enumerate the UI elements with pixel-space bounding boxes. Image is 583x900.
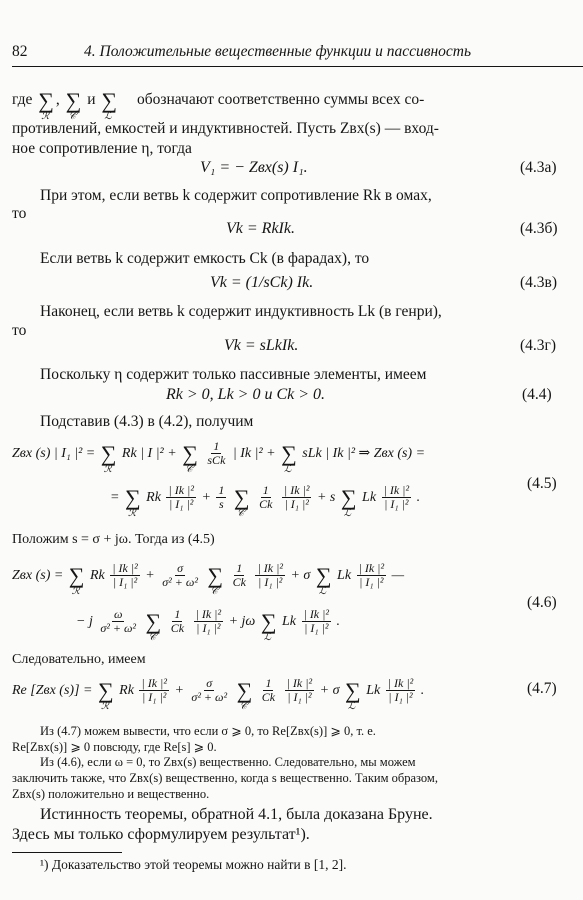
sum-subscript: 𝒞 [239,700,247,712]
fraction [231,562,248,589]
equation-number: (4.3б) [520,220,558,237]
sum-symbol: ∑ ℒ [340,484,357,519]
sum-subscript: ℛ [103,463,112,475]
math-term: + [201,489,211,505]
paragraph-8-line-1: Следовательно, имеем [12,652,146,667]
math-term: Lk [362,489,377,505]
sum-subscript: 𝒞 [148,631,156,643]
sum-symbol: ∑ ℛ [100,440,117,475]
equation-number: (4.3г) [520,337,557,354]
fraction [98,608,138,635]
denominator: | I₁ |² [196,621,221,636]
math-term: Rk [146,489,161,505]
sum-symbol: ∑ 𝒞 [145,608,162,643]
math-term: — [391,567,405,583]
denominator: s [219,497,224,512]
equation-number: (4.7) [527,680,557,697]
fraction [166,484,196,511]
numerator: 1 [262,483,269,497]
fraction [110,562,140,589]
math-term: − j [76,613,93,629]
page-number: 82 [12,43,28,60]
math-term: Rk [119,682,134,698]
math-term: Rk [89,567,105,583]
fraction [255,562,285,589]
sum-subscript: ℒ [284,463,292,475]
denominator: Ck [261,690,276,705]
text-fragment: где [12,91,33,108]
equation-4-4: Rk > 0, Lk > 0 и Ck > 0. [166,386,326,403]
numerator: | Ik |² [358,561,385,575]
fraction [382,484,412,511]
sum-subscript: ℒ [348,700,356,712]
math-term: + σ [319,682,340,698]
fraction [386,677,416,704]
math-term: Lk [366,682,381,698]
sum-subscript: ℛ [71,585,80,597]
math-term: + jω [228,613,256,629]
denominator: σ² + ω² [191,690,228,705]
equation-4-3b: Vk = RkIk. [226,220,295,237]
small-paragraph-2-line-3: Zвх(s) положительно и вещественно. [12,787,210,801]
numerator: | Ik |² [383,483,410,497]
denominator: sCk [207,453,226,468]
equation-4-3g: Vk = sLkIk. [224,337,299,354]
equation-4-5-line-1 [12,439,426,475]
numerator: 1 [265,676,272,690]
paragraph-9-line-1: Истинность теоремы, обратной 4.1, была доказана Бруне. [40,806,433,823]
header-rule [12,66,583,67]
sum-subscript: 𝒞 [210,585,218,597]
sum-subscript: 𝒞 [236,507,245,519]
text-fragment: обозначают соответственно суммы всех со- [136,91,425,108]
sum-subscript: 𝒞 [68,111,76,122]
fraction [205,440,227,467]
paragraph-5-line-1: Поскольку η содержит только пассивные элементы, имеем [40,366,427,383]
small-paragraph-2-line-1: Из (4.6), если ω = 0, то Zвх(s) вещественно. Следовательно, мы можем [40,755,416,769]
small-paragraph-1-line-1: Из (4.7) можем вывести, что если σ ⩾ 0, то Re[Zвх(s)] ⩾ 0, т. е. [40,724,376,738]
denominator: | I₁ |² [284,497,309,512]
numerator: 1 [218,483,225,497]
paragraph-1-line-3: ное сопротивление η, тогда [12,140,192,157]
fraction [216,484,226,511]
math-term: Zвх (s) | I₁ |² = [12,445,96,461]
numerator: | Ik |² [283,483,310,497]
math-term: . [336,613,341,629]
math-term: + σ [290,567,311,583]
paragraph-7-line-1: Положим s = σ + jω. Тогда из (4.5) [12,532,215,547]
footnote: ¹) Доказательство этой теоремы можно найти в [1, 2]. [40,857,347,872]
denominator: | I₁ |² [388,690,413,705]
denominator: | I₁ |² [168,497,194,512]
fraction [302,608,332,635]
numerator: | Ik |² [168,483,194,497]
equation-number: (4.3в) [520,274,558,291]
sum-symbol: ∑ ℛ [68,562,85,597]
fraction [139,677,169,704]
sum-symbol: ∑ 𝒞 [233,484,250,519]
fraction [357,562,387,589]
paragraph-2-line-2: то [12,205,27,222]
sum-symbol: ∑ ℛ [97,677,114,712]
denominator: | I₁ |² [304,621,329,636]
fraction [189,677,229,704]
fraction [160,562,200,589]
sum-subscript: ℛ [41,111,50,122]
paragraph-1-line-1: где ∑ ℛ , ∑ 𝒞 и ∑ ℒ обозначают соответственно суммы всех со- [12,88,425,122]
sum-subscript: ℛ [100,700,109,712]
text-fragment: и [87,91,96,108]
sum-symbol-c: ∑ 𝒞 [65,88,82,122]
math-term: . [420,682,425,698]
math-term: + s [316,489,336,505]
equation-4-3v: Vk = (1/sCk) Ik. [210,274,314,291]
sum-symbol-r: ∑ ℛ [38,88,54,122]
small-paragraph-2-line-2: заключить также, что Zвх(s) вещественно, когда s вещественно. Таким образом, [12,771,438,785]
sum-symbol-l: ∑ ℒ [101,88,118,122]
math-term: sLk | Ik |² ⇒ Zвх (s) = [302,445,426,461]
math-term: Lk [337,567,352,583]
running-header: 4. Положительные вещественные функции и пассивность [84,43,472,60]
math-term: . [416,489,421,505]
paragraph-4-line-1: Наконец, если ветвь k содержит индуктивность Lk (в генри), [40,303,442,320]
paragraph-2-line-1: При этом, если ветвь k содержит сопротивление Rk в омах, [40,187,432,204]
equation-4-7 [12,676,425,712]
numerator: | Ik |² [141,676,167,690]
equation-4-5-line-2 [110,483,421,519]
sum-symbol: ∑ ℛ [124,484,141,519]
equation-number: (4.3а) [520,159,557,176]
denominator: Ck [232,575,246,590]
denominator: | I₁ |² [359,575,384,590]
numerator: | Ik |² [257,561,283,575]
denominator: | I₁ |² [142,690,167,705]
sum-subscript: ℛ [127,507,136,519]
fraction [257,484,274,511]
equation-number: (4.4) [522,386,552,403]
math-term: Lk [282,613,297,629]
sum-subscript: ℒ [104,111,112,122]
numerator: σ [177,561,184,575]
paragraph-1-line-2: противлений, емкостей и индуктивностей. Пусть Zвх(s) — вход- [12,120,439,137]
fraction [282,484,312,511]
numerator: | Ik |² [387,676,414,690]
denominator: Ck [170,621,185,636]
numerator: | Ik |² [286,676,313,690]
denominator: Ck [259,497,273,512]
denominator: | I₁ |² [287,690,312,705]
sum-symbol: ∑ 𝒞 [207,562,224,597]
math-term: | Ik |² + [232,445,276,461]
math-term: + [174,682,184,698]
numerator: | Ik |² [195,607,222,621]
equation-number: (4.5) [527,475,557,492]
sum-symbol: ∑ ℒ [281,440,297,475]
sum-subscript: ℒ [343,507,352,519]
equation-number: (4.6) [527,594,557,611]
numerator: 1 [213,439,220,453]
denominator: | I₁ |² [258,575,283,590]
denominator: σ² + ω² [100,621,137,636]
numerator: 1 [236,561,243,575]
denominator: | I₁ |² [384,497,409,512]
fraction [285,677,315,704]
numerator: σ [206,676,213,690]
paragraph-6-line-1: Подставив (4.3) в (4.2), получим [40,413,254,430]
equation-4-3a: V₁ = − Zвх(s) I₁. [200,159,308,176]
sum-symbol: ∑ ℒ [315,562,332,597]
sum-symbol: ∑ ℒ [345,677,361,712]
fraction [169,608,186,635]
math-term: = [110,489,120,505]
numerator: | Ik |² [303,607,330,621]
sum-symbol: ∑ ℒ [260,608,277,643]
numerator: 1 [174,607,181,621]
paragraph-4-line-2: то [12,322,27,339]
fraction [194,608,224,635]
small-paragraph-1-line-2: Re[Zвх(s)] ⩾ 0 повсюду, где Re[s] ⩾ 0. [12,740,217,754]
paragraph-3-line-1: Если ветвь k содержит емкость Ck (в фарадах), то [40,250,370,267]
sum-symbol: ∑ 𝒞 [236,677,253,712]
denominator: σ² + ω² [162,575,198,590]
footnote-rule [12,852,122,853]
math-term: Rk | I |² + [121,445,177,461]
math-term: Zвх (s) = [12,567,64,583]
sum-symbol: ∑ 𝒞 [182,440,198,475]
denominator: | I₁ |² [112,575,138,590]
sum-subscript: ℒ [318,585,327,597]
fraction [260,677,277,704]
equation-4-6-line-2 [76,607,341,643]
paragraph-9-line-2: Здесь мы только сформулируем результат¹). [12,826,310,843]
math-term: + [145,567,155,583]
sum-subscript: ℒ [263,631,272,643]
numerator: | Ik |² [112,561,138,575]
equation-4-6-line-1 [12,561,405,597]
math-term: Re [Zвх (s)] = [12,682,93,698]
sum-subscript: 𝒞 [185,463,193,475]
numerator: ω [113,607,123,621]
